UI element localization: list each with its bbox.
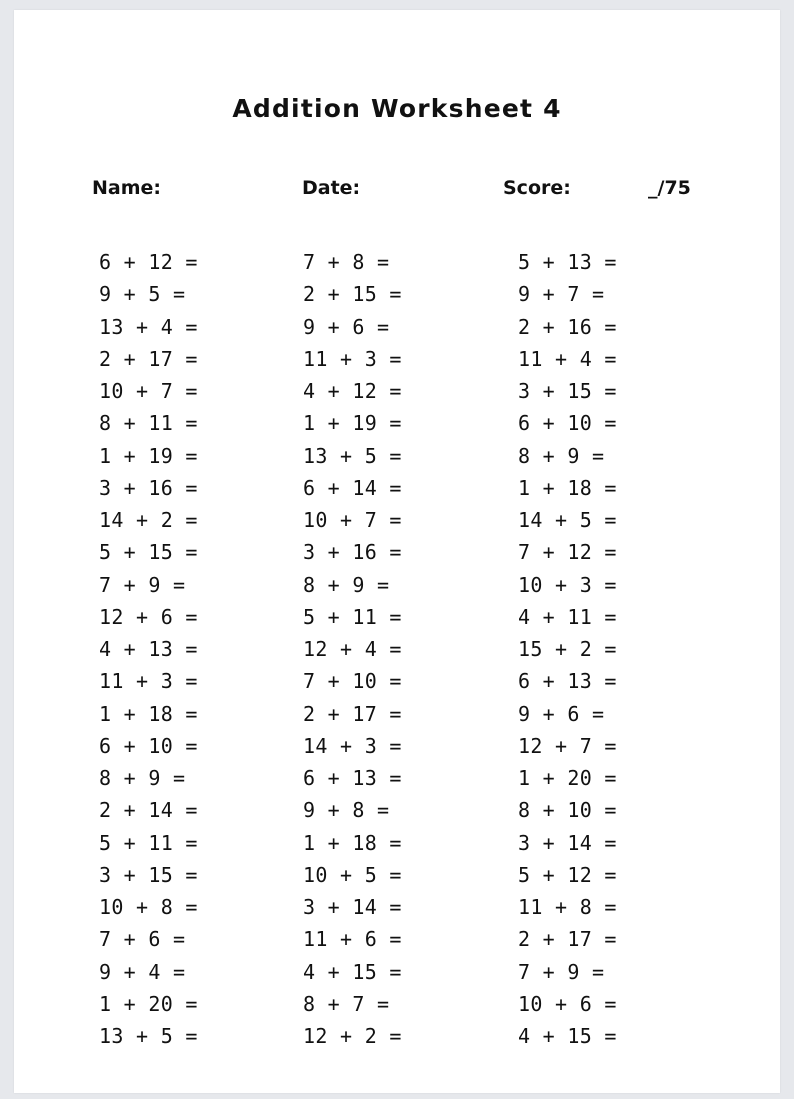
problem-item: 12 + 7 = bbox=[518, 733, 617, 758]
problem-item: 3 + 15 = bbox=[99, 862, 198, 887]
problem-item: 4 + 11 = bbox=[518, 604, 617, 629]
problem-item: 5 + 11 = bbox=[303, 604, 402, 629]
problem-item: 11 + 3 = bbox=[99, 669, 198, 694]
problem-item: 5 + 13 = bbox=[518, 250, 617, 274]
problem-item: 2 + 14 = bbox=[99, 798, 198, 823]
problem-item: 12 + 4 = bbox=[303, 637, 402, 661]
problem-item: 11 + 6 = bbox=[303, 927, 402, 952]
problem-item: 5 + 11 = bbox=[99, 830, 198, 855]
problem-item: 13 + 4 = bbox=[99, 314, 198, 339]
problem-item: 8 + 9 = bbox=[99, 766, 186, 790]
problem-item: 2 + 16 = bbox=[518, 314, 617, 339]
problem-item: 10 + 6 = bbox=[518, 991, 617, 1016]
date-label: Date: bbox=[302, 177, 361, 199]
problem-item: 9 + 6 = bbox=[518, 701, 605, 726]
problem-item: 1 + 19 = bbox=[99, 443, 198, 468]
problem-item: 8 + 10 = bbox=[518, 798, 617, 823]
score-label: Score: bbox=[503, 177, 571, 199]
problem-item: 10 + 5 = bbox=[303, 862, 402, 887]
problem-item: 1 + 18 = bbox=[99, 701, 198, 726]
problem-item: 11 + 4 = bbox=[518, 346, 617, 371]
problem-item: 10 + 8 = bbox=[99, 895, 198, 919]
problem-item: 13 + 5 = bbox=[303, 443, 402, 468]
problem-item: 5 + 12 = bbox=[518, 862, 617, 887]
problem-item: 15 + 2 = bbox=[518, 637, 617, 661]
problem-item: 9 + 5 = bbox=[99, 282, 186, 307]
problem-item: 2 + 17 = bbox=[518, 927, 617, 952]
problem-item: 1 + 18 = bbox=[518, 475, 617, 500]
problem-item: 2 + 17 = bbox=[99, 346, 198, 371]
problem-item: 10 + 7 = bbox=[303, 508, 402, 532]
problem-item: 8 + 7 = bbox=[303, 991, 390, 1016]
problem-column-2 bbox=[303, 246, 402, 1052]
problem-item: 13 + 5 = bbox=[99, 1024, 198, 1048]
problem-item: 7 + 10 = bbox=[303, 669, 402, 694]
problem-item: 6 + 10 = bbox=[99, 733, 198, 758]
problem-item: 14 + 3 = bbox=[303, 733, 402, 758]
problem-item: 7 + 12 = bbox=[518, 540, 617, 565]
name-label: Name: bbox=[92, 177, 162, 199]
page-title: Addition Worksheet 4 bbox=[232, 94, 562, 123]
problem-item: 3 + 14 = bbox=[303, 895, 402, 919]
problem-item: 9 + 7 = bbox=[518, 282, 605, 307]
problem-item: 1 + 18 = bbox=[303, 830, 402, 855]
problem-item: 3 + 14 = bbox=[518, 830, 617, 855]
problem-item: 10 + 3 = bbox=[518, 572, 617, 597]
problem-column-1 bbox=[99, 246, 198, 1052]
problem-item: 14 + 2 = bbox=[99, 508, 198, 532]
problem-item: 3 + 15 = bbox=[518, 379, 617, 403]
problem-item: 8 + 11 = bbox=[99, 411, 198, 436]
problem-item: 12 + 6 = bbox=[99, 604, 198, 629]
problem-item: 3 + 16 = bbox=[303, 540, 402, 565]
problem-item: 6 + 12 = bbox=[99, 250, 198, 274]
problem-item: 11 + 8 = bbox=[518, 895, 617, 919]
problem-item: 2 + 17 = bbox=[303, 701, 402, 726]
problem-item: 8 + 9 = bbox=[518, 443, 605, 468]
problem-item: 1 + 19 = bbox=[303, 411, 402, 436]
problem-item: 2 + 15 = bbox=[303, 282, 402, 307]
score-total: _/75 bbox=[648, 177, 691, 199]
problem-item: 9 + 6 = bbox=[303, 314, 390, 339]
problem-item: 1 + 20 = bbox=[99, 991, 198, 1016]
problem-item: 9 + 4 = bbox=[99, 959, 186, 984]
worksheet-page bbox=[14, 10, 780, 1093]
problem-item: 7 + 6 = bbox=[99, 927, 186, 952]
problem-item: 12 + 2 = bbox=[303, 1024, 402, 1048]
problem-item: 9 + 8 = bbox=[303, 798, 390, 823]
problem-item: 1 + 20 = bbox=[518, 766, 617, 790]
problem-item: 4 + 15 = bbox=[303, 959, 402, 984]
problem-item: 7 + 9 = bbox=[99, 572, 186, 597]
problem-item: 7 + 8 = bbox=[303, 250, 390, 274]
problem-item: 6 + 14 = bbox=[303, 475, 402, 500]
problem-item: 4 + 15 = bbox=[518, 1024, 617, 1048]
problem-item: 3 + 16 = bbox=[99, 475, 198, 500]
problem-item: 10 + 7 = bbox=[99, 379, 198, 403]
problem-item: 6 + 13 = bbox=[518, 669, 617, 694]
problem-item: 6 + 10 = bbox=[518, 411, 617, 436]
problem-item: 7 + 9 = bbox=[518, 959, 605, 984]
problem-item: 4 + 13 = bbox=[99, 637, 198, 661]
problem-item: 14 + 5 = bbox=[518, 508, 617, 532]
problem-item: 11 + 3 = bbox=[303, 346, 402, 371]
problem-item: 4 + 12 = bbox=[303, 379, 402, 403]
problem-item: 5 + 15 = bbox=[99, 540, 198, 565]
problem-item: 6 + 13 = bbox=[303, 766, 402, 790]
problem-item: 8 + 9 = bbox=[303, 572, 390, 597]
problem-column-3 bbox=[518, 246, 617, 1052]
